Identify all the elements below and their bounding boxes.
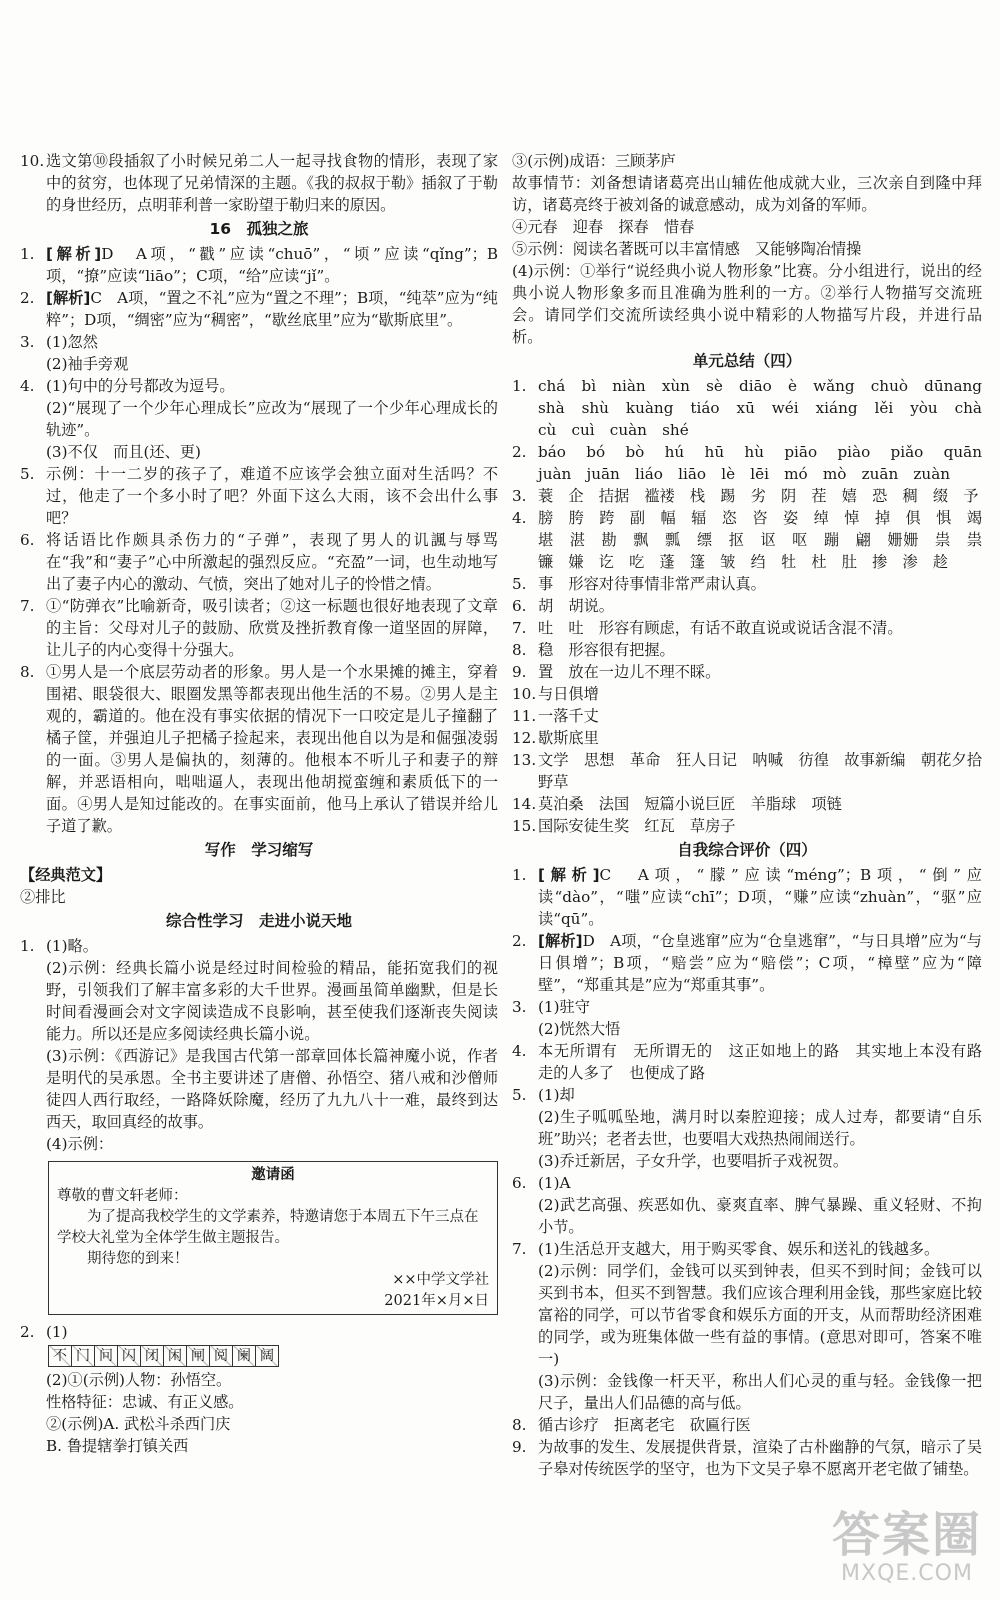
answer-6: 6. 将话语比作颇具杀伤力的“子弹”，表现了男人的讥諷与辱骂在“我”和“妻子”心中所激起的强烈反应。“充盈”一词，也生动地写出了妻子内心的激动、气愤，突出了她对儿子的怜惜之情。 [20,531,498,593]
comp-answer-2-d: ②(示例)A. 武松斗杀西门庆 [46,1415,231,1433]
self-eval-heading: 自我综合评价（四） [677,841,817,859]
left-column [20,150,498,1457]
watermark-url: MXQE.COM [841,1561,973,1586]
comp-answer-2-b: (2)①(示例)人物：孙悟空。 [46,1371,232,1389]
answer-5: 5. 示例：十一二岁的孩子了，难道不应该学会独立面对生活吗？不过，他走了一个多小时了吧？外面下这么大雨，该不会出什么事吧？ [20,465,498,527]
unit-answer-1: 1. chá bì niàn xùn sè diāo è wǎng chuò dūnang shà shù kuàng tiáo xū wéi xiáng lěi yòu chà cù cuì cuàn shé [512,377,998,439]
comp-answer-6: (4)示例：①举行“说经典小说人物形象”比赛。分小组进行，说出的经典小说人物形象多而且准确为胜利的一方。②举行人物描写交流班会。请同学们交流所读经典小说中精彩的人物描写片段，并进行品析。 [512,262,982,346]
eval-answer-2: 2. [解析]D A项，“仓皇逃窜”应为“仓皇逃窜”，“与日具增”应为“与日俱增”；B项，“赔尝”应为“赔偿”；C项，“樟壁”应为“障壁”，“郑重其是”应为“郑重其事”。 [512,932,982,994]
writing-heading: 写作 学习缩写 [204,841,314,859]
unit-answer-4: 4. 膀 胯 跨 副 幅 辐 恣 咨 姿 绰 悼 掉 俱 惧 竭 堪 湛 勘 飘 瓢 缥 抠 讴 呕 蹦 翩 姗姗 祟 祟 镰 嫌 讫 吃 蓬 篷 皱 绉 牡 杜 肚 掺 渗 趁 [512,509,998,571]
comp-answer-2-c: 性格特征：忠诚、有正义感。 [46,1393,244,1411]
comp-answer-1-b: (2)示例：经典长篇小说是经过时间检验的精品，能拓宽我们的视野，引领我们了解丰富多彩的大千世界。漫画虽简单幽默，但是长时间看漫画会对文字阅读造成不良影响，甚至使我们逐渐丧失阅读能力。所以还是应多阅读经典长篇小说。 [46,959,498,1043]
answer-7: 7. ①“防弹衣”比喻新奇，吸引读者；②这一标题也很好地表现了文章的主旨：父母对儿子的鼓励、欣赏及挫折教育像一道坚固的屏障，让儿子的内心变得十分强大。 [20,597,498,659]
right-column [512,150,998,1480]
answer-2: 2. [解析]C A项，“置之不礼”应为“置之不理”；B项，“纯萃”应为“纯粹”；D项，“绸密”应为“稠密”，“歇丝底里”应为“歇斯底里”。 [20,289,498,329]
grid-cell: 闭 [140,1345,164,1367]
unit-answer-13: 13. 文学 思想 革命 狂人日记 呐喊 彷徨 故事新编 朝花夕拾 野草 [512,751,998,791]
letter-date: 2021年×月×日 [384,1293,489,1309]
grid-cell: 阑 [232,1345,256,1367]
comp-answer-3: ③(示例)成语：三顾茅庐 [512,152,676,170]
comp-answer-3-b: 故事情节：刘备想请诸葛亮出山辅佐他成就大业，三次亲自到隆中拜访，诸葛亮终于被刘备的诚意感动，成为刘备的军师。 [512,174,982,214]
unit-summary-heading: 单元总结（四） [692,352,802,370]
answer-4: 4. (1)句中的分号都改为逗号。 [20,377,235,395]
grid-cell: 闪 [117,1345,141,1367]
comprehensive-heading: 综合性学习 走进小说天地 [165,912,352,930]
watermark-title: 答案圈 [831,1507,982,1563]
grid-cell: 问 [94,1345,118,1367]
eval-answer-9: 9. 为故事的发生、发展提供背景，渲染了古朴幽静的气氛，暗示了吴子皋对传统医学的坚守，也为下文吴子皋不愿离开老宅做了铺垫。 [512,1438,982,1478]
watermark-logo [832,1509,982,1586]
letter-closing: 期待您的到来！ [87,1251,189,1267]
answer-3-b: (2)袖手旁观 [46,355,129,373]
model-essay-tag: 【经典范文】 [20,866,112,884]
grid-cell: 阅 [209,1345,233,1367]
answer-4-b: (2)“展现了一个少年心理成长”应改为“展现了一个少年心理成长的轨迹”。 [46,399,498,439]
answer-1: 1. [解析]D A项，“戳”应读“chuō”，“顷”应读“qǐng”；B项，“撩”应读“liāo”；C项，“给”应读“jǐ”。 [20,245,498,285]
model-essay-text: ②排比 [20,888,66,906]
unit-answer-10: 10. 与日俱增 [512,685,599,703]
answer-4-c: (3)不仅 而且(还、更) [46,443,201,461]
answer-3: 3. (1)忽然 [20,333,98,351]
comp-answer-1-c: (3)示例：《西游记》是我国古代第一部章回体长篇神魔小说，作者是明代的吴承恩。全书主要讲述了唐僧、孙悟空、猪八戒和沙僧师徒四人西行取经，一路降妖除魔，经历了九九八十一难，最终到达西天，取回真经的故事。 [46,1047,498,1131]
eval-answer-5-b: (2)生子呱呱坠地，满月时以秦腔迎接；成人过寿，都要请“自乐班”助兴；老者去世，也要唱大戏热热闹闹送行。 [538,1108,982,1148]
invitation-letter [48,1161,498,1315]
grid-cell: 闸 [186,1345,210,1367]
comp-answer-2: 2. (1) [20,1323,68,1341]
letter-greeting: 尊敬的曹文轩老师： [57,1188,188,1204]
grid-cell: 门 [71,1345,95,1367]
eval-answer-6: 6. (1)A [512,1174,571,1192]
grid-cell: 闲 [163,1345,187,1367]
eval-answer-5: 5. (1)却 [512,1086,575,1104]
lesson-16-heading: 16 孤独之旅 [209,220,309,238]
grid-cell: 不 [48,1345,72,1367]
unit-answer-3: 3. 蓑 企 拮据 褴褛 栈 踢 劣 阴 茬 嬉 恐 稠 缀 予 [512,487,979,505]
letter-body: 为了提高我校学生的文学素养，特邀请您于本周五下午三点在学校大礼堂为全体学生做主题报告。 [57,1209,479,1246]
eval-answer-1: 1. [解析]C A项，“朦”应读“méng”；B项，“倒”应读“dào”，“嗤”应读“chī”；D项，“赚”应读“zhuàn”，“驱”应读“qū”。 [512,866,982,928]
unit-answer-12: 12. 歇斯底里 [512,729,599,747]
letter-signer: ××中学文学社 [392,1272,489,1288]
character-grid [48,1345,498,1367]
eval-answer-3-b: (2)恍然大悟 [538,1020,621,1038]
comp-answer-4: ④元春 迎春 探春 惜春 [512,218,695,236]
comp-answer-5: ⑤示例：阅读名著既可以丰富情感 又能够陶冶情操 [512,240,862,258]
eval-answer-7: 7. (1)生活总开支越大，用于购买零食、娱乐和送礼的钱越多。 [512,1240,940,1258]
eval-answer-4: 4. 本无所谓有 无所谓无的 这正如地上的路 其实地上本没有路 走的人多了 也便成了路 [512,1042,998,1082]
unit-answer-2: 2. báo bó bò hú hū hù piāo piào piǎo quān juàn juān liáo liāo lè lēi mó mò zuān zuàn [512,443,998,483]
grid-cell: 阔 [255,1345,279,1367]
unit-answer-9: 9. 置 放在一边儿不理不睬。 [512,663,721,681]
unit-answer-5: 5. 事 形容对待事情非常严肃认真。 [512,575,766,593]
eval-answer-5-c: (3)乔迁新居，子女升学，也要唱折子戏祝贺。 [538,1152,849,1170]
eval-answer-7-c: (3)示例：金钱像一杆天平，称出人们心灵的重与轻。金钱像一把尺子，量出人们品德的高与低。 [538,1372,982,1412]
comp-answer-2-e: B. 鲁提辖拳打镇关西 [46,1437,189,1455]
unit-answer-6: 6. 胡 胡说。 [512,597,614,615]
unit-answer-15: 15. 国际安徒生奖 红瓦 草房子 [512,817,736,835]
eval-answer-7-b: (2)示例：同学们，金钱可以买到钟表，但买不到时间；金钱可以买到书本，但买不到智慧。我们应该合理利用金钱，那些家庭比较富裕的同学，可以节省零食和娱乐方面的开支，从而帮助经济困难的同学，或为班集体做一些有益的事情。(意思对即可，答案不唯一) [538,1262,982,1368]
eval-answer-8: 8. 循古诊疗 拒离老宅 砍匾行医 [512,1416,751,1434]
answer-8: 8. ①男人是一个底层劳动者的形象。男人是一个水果摊的摊主，穿着围裙、眼袋很大、眼圈发黑等都表现出他生活的不易。②男人是主观的，霸道的。他在没有事实依据的情况下一口咬定是儿子撞翻了橘子筐，并强迫儿子把橘子捡起来，表现出他自以为是和倔强凌弱的一面。③男人是偏执的，刻薄的。他根本不听儿子和妻子的辩解，并恶语相向，咄咄逼人，表现出他胡搅蛮缠和素质低下的一面。④男人是知过能改的。在事实面前，他马上承认了错误并给儿子道了歉。 [20,663,498,835]
eval-answer-3: 3. (1)驻守 [512,998,590,1016]
comp-answer-1-d: (4)示例： [46,1135,114,1153]
unit-answer-14: 14. 莫泊桑 法国 短篇小说巨匠 羊脂球 项链 [512,795,842,813]
eval-answer-6-b: (2)武艺高强、疾恶如仇、豪爽直率、脾气暴躁、重义轻财、不拘小节。 [538,1196,982,1236]
unit-answer-7: 7. 吐 吐 形容有顾虑，有话不敢直说或说话含混不清。 [512,619,903,637]
unit-answer-8: 8. 稳 形容很有把握。 [512,641,675,659]
answer-10: 10. 选文第⑩段插叙了小时候兄弟二人一起寻找食物的情形，表现了家中的贫穷，也体现了兄弟情深的主题。《我的叔叔于勒》插叙了于勒的身世经历，点明菲利普一家盼望于勒归来的原因。 [20,152,498,214]
letter-title: 邀请函 [251,1167,295,1183]
comp-answer-1: 1. (1)略。 [20,937,98,955]
unit-answer-11: 11. 一落千丈 [512,707,599,725]
